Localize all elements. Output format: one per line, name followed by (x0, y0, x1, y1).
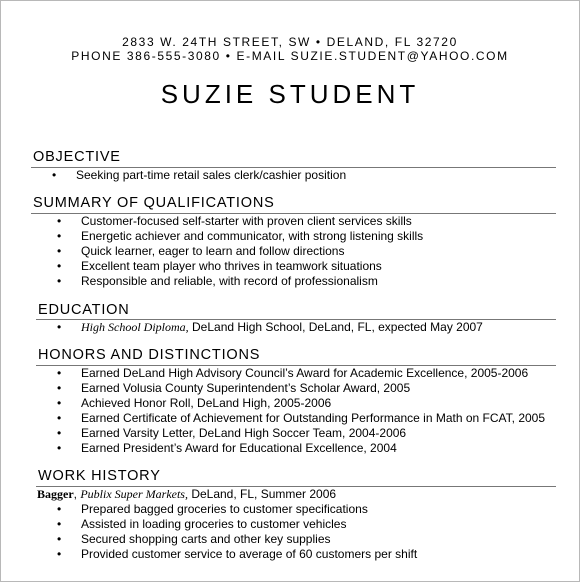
list-item: • Earned DeLand High Advisory Council’s Award for Academic Excellence, 2005-2006 (57, 366, 529, 380)
job-details: DeLand, FL, Summer 2006 (187, 487, 337, 501)
bullet-icon: • (57, 259, 62, 273)
bullet-icon: • (57, 244, 62, 258)
honors-heading: HONORS AND DISTINCTIONS (38, 347, 261, 363)
education-list (57, 320, 483, 335)
bullet-icon: • (52, 168, 57, 182)
list-item: • Earned Certificate of Achievement for Outstanding Performance in Math on FCAT, 2005 (57, 411, 546, 425)
list-item: • Energetic achiever and communicator, with strong listening skills (57, 229, 424, 243)
applicant-name: SUZIE STUDENT (160, 79, 420, 109)
bullet-icon: • (57, 396, 62, 410)
bullet-icon: • (57, 502, 62, 516)
bullet-icon: • (57, 214, 62, 228)
bullet-icon: • (57, 547, 62, 561)
honors-list (57, 366, 545, 456)
job-title: Bagger (37, 487, 74, 501)
bullet-icon: • (57, 426, 62, 440)
education-heading: EDUCATION (38, 302, 130, 318)
list-item (57, 320, 483, 335)
list-item: • Achieved Honor Roll, DeLand High, 2005-2006 (57, 396, 332, 410)
school-details: DeLand High School, DeLand, FL, expected May 2007 (188, 320, 483, 334)
work-list (57, 502, 417, 562)
diploma-name: High School Diploma, (81, 320, 189, 334)
list-item: • Excellent team player who thrives in teamwork situations (57, 259, 382, 273)
employer-name: Publix Super Markets, (80, 487, 188, 501)
list-item: • Prepared bagged groceries to customer specifications (57, 502, 368, 516)
summary-list (57, 214, 423, 289)
list-item: • Secured shopping carts and other key supplies (57, 532, 331, 546)
objective-heading: OBJECTIVE (33, 149, 121, 165)
bullet-icon: • (57, 441, 62, 455)
address-line: 2833 W. 24TH STREET, SW • DELAND, FL 32720 (122, 35, 458, 49)
objective-list (52, 168, 346, 183)
summary-heading: SUMMARY OF QUALIFICATIONS (33, 195, 275, 211)
list-item: • Earned Varsity Letter, DeLand High Soccer Team, 2004-2006 (57, 426, 407, 440)
list-item: • Seeking part-time retail sales clerk/cashier position (52, 168, 347, 182)
bullet-icon: • (57, 320, 62, 334)
bullet-icon: • (57, 517, 62, 531)
list-item: • Customer-focused self-starter with proven client services skills (57, 214, 412, 228)
job-line: Bagger, Publix Super Markets, DeLand, FL, Summer 2006 (37, 487, 337, 501)
bullet-icon: • (57, 532, 62, 546)
list-item: • Earned Volusia County Superintendent’s Scholar Award, 2005 (57, 381, 411, 395)
list-item: • Responsible and reliable, with record of professionalism (57, 274, 378, 288)
bullet-icon: • (57, 366, 62, 380)
list-item: • Provided customer service to average of 60 customers per shift (57, 547, 418, 561)
list-item: • Earned President’s Award for Educational Excellence, 2004 (57, 441, 397, 455)
list-item: • Assisted in loading groceries to customer vehicles (57, 517, 347, 531)
bullet-icon: • (57, 381, 62, 395)
work-heading: WORK HISTORY (38, 468, 161, 484)
bullet-icon: • (57, 274, 62, 288)
phone-email-line: PHONE 386-555-3080 • E-MAIL SUZIE.STUDENT@YAHOO.COM (71, 49, 509, 63)
list-item: • Quick learner, eager to learn and follow directions (57, 244, 345, 258)
bullet-icon: • (57, 229, 62, 243)
bullet-icon: • (57, 411, 62, 425)
